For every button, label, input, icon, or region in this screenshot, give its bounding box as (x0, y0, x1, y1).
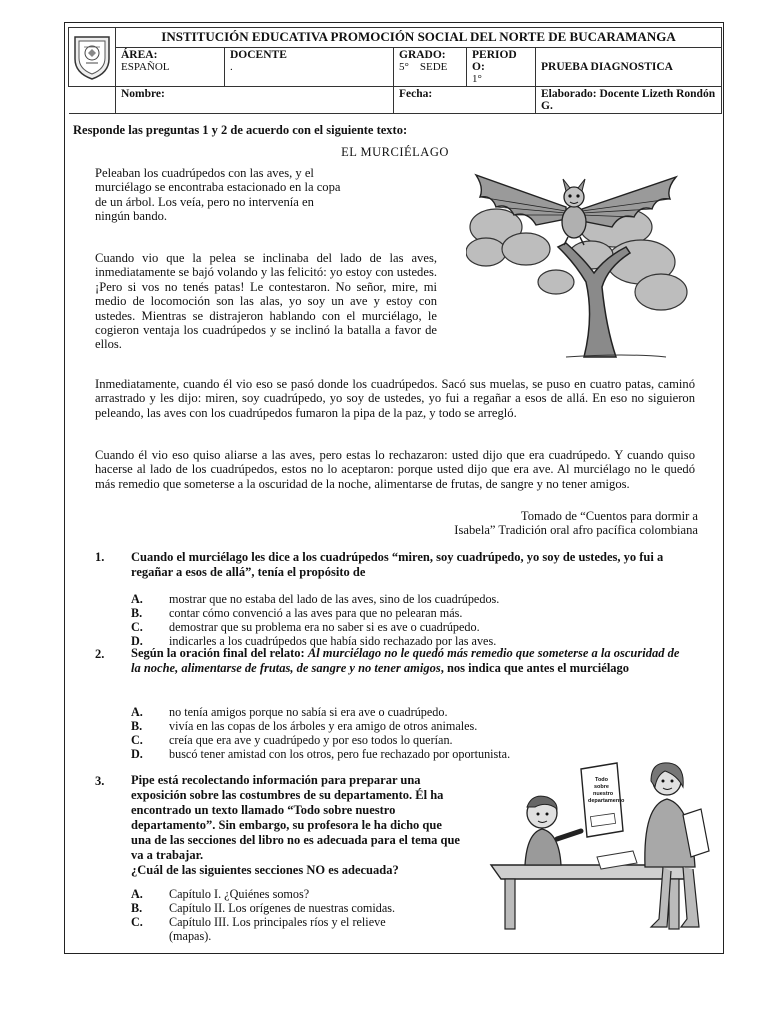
school-shield-icon (72, 33, 112, 81)
periodo-value: 1° (472, 73, 482, 85)
story-paragraph-2: Cuando vio que la pelea se inclinaba del lado de las aves, inmediatamente se bajó volando y las felicitó: yo estoy con ustedes. ¡Pero si vos no tenés patas! Le contestaron. No señor, mire, mi medio de locomoción son las alas, yo soy un ave y estoy con ustedes. Mientras se distrajeron hablando con el murciélago, le cogieron ventaja los cuadrúpedos y se inclinó la batalla a favor de ellos. (95, 251, 437, 352)
option-letter: C. (131, 733, 143, 747)
credit-line-1: Tomado de “Cuentos para dormir a (520, 509, 698, 523)
story-title: EL MURCIÉLAGO (341, 145, 449, 159)
question-3-number: 3. (95, 774, 105, 788)
option-letter: B. (131, 719, 143, 733)
docente-value: . (230, 61, 233, 73)
story-paragraph-1: Peleaban los cuadrúpedos con las aves, y el murciélago se encontraba estacionado en la copa de un árbol. Los veía, pero no intervenía en ningún bando. (95, 166, 341, 224)
option-letter: D. (131, 634, 143, 648)
docente-label: DOCENTE (230, 49, 287, 61)
q2-lead: Según la oración final del relato: (131, 646, 305, 660)
credit-line-2: Isabela” Tradición oral afro pacífica colombiana (454, 523, 698, 538)
reading-instruction: Responde las preguntas 1 y 2 de acuerdo con el siguiente texto: (73, 123, 408, 137)
area-value: ESPAÑOL (121, 61, 170, 73)
sede-label: SEDE (419, 61, 448, 73)
school-logo (69, 28, 116, 87)
option-letter: A. (131, 705, 143, 719)
option-letter: D. (131, 747, 143, 761)
option-text: no tenía amigos porque no sabía si era ave o cuadrúpedo. (169, 705, 448, 719)
area-label: ÁREA: (121, 49, 158, 61)
option-letter: C. (131, 620, 143, 634)
option-text: mostrar que no estaba del lado de las aves, sino de los cuadrúpedos. (169, 592, 500, 606)
question-2-text (131, 646, 691, 676)
book-sign-line-4: departamento (588, 798, 625, 804)
grado-value: 5° (399, 61, 409, 73)
question-1-number: 1. (95, 550, 105, 564)
q2-tail: , nos indica que antes el murciélago (440, 661, 630, 675)
classroom-illustration (487, 757, 719, 935)
docente-cell (225, 48, 394, 87)
option-letter: B. (131, 901, 143, 915)
option-text: contar cómo convenció a las aves para que no pelearan más. (169, 606, 463, 620)
option-text: buscó tener amistad con los otros, pero fue rechazado por oportunista. (169, 747, 511, 761)
story-credit (380, 509, 698, 538)
option-text: demostrar que su problema era no saber si es ave o cuadrúpedo. (169, 620, 480, 634)
story-paragraph-3: Inmediatamente, cuando él vio eso se pasó donde los cuadrúpedos. Sacó sus muelas, se puso en cuatro patas, caminó arrastrado y les dijo: miren, soy cuadrúpedo, yo soy de ustedes, yo fui a regañar a esos de allá. En eso no siguieron peleando, las aves con los cuadrúpedos fumaron la pipa de la paz, y todo se arregló. (95, 377, 695, 420)
fecha-label: Fecha: (394, 87, 536, 114)
bat-in-tree-illustration (466, 167, 690, 359)
question-3-text (131, 773, 461, 878)
book-sign-line-2: sobre (594, 784, 609, 790)
area-cell (116, 48, 225, 87)
option-text: indicarles a los cuadrúpedos que había sido rechazado por las aves. (169, 634, 497, 648)
q3-body: Pipe está recolectando información para preparar una exposición sobre las costumbres de su departamento. Él ha encontrado un texto llamado “Todo sobre nuestro departamento”. Sin embargo, su profesora le ha dicho que una de las secciones del libro no es adecuada para el tema que va a trabajar. (131, 773, 460, 862)
question-2-number: 2. (95, 647, 105, 661)
exam-header (68, 27, 722, 114)
option-text: vivía en las copas de los árboles y era amigo de otros animales. (169, 719, 478, 733)
q3-question: ¿Cuál de las siguientes secciones NO es adecuada? (131, 863, 399, 877)
option-letter: C. (131, 915, 143, 929)
book-sign-line-3: nuestro (593, 791, 614, 797)
grado-cell (394, 48, 467, 87)
periodo-label-1: PERIOD (472, 49, 517, 61)
option-letter: A. (131, 592, 143, 606)
elaborado-label: Elaborado: Docente Lizeth Rondón G. (536, 87, 722, 114)
exam-title: PRUEBA DIAGNOSTICA (536, 48, 722, 87)
option-letter: B. (131, 606, 143, 620)
option-text: Capítulo III. Los principales ríos y el relieve (169, 915, 386, 929)
periodo-cell (467, 48, 536, 87)
option-text: Capítulo I. ¿Quiénes somos? (169, 887, 310, 901)
story-paragraph-4: Cuando él vio eso quiso aliarse a las aves, pero estas lo rechazaron: usted dijo que era cuadrúpedo. Y cuando quiso hacerse al lado de los cuadrúpedos, estos no lo aceptaron: porque usted dijo que era ave. Al murciélago no le quedó más remedio que someterse a la oscuridad de la noche, alimentarse de frutas, de sangre y no tener amigos. (95, 448, 695, 491)
option-text: (mapas). (169, 929, 212, 943)
book-sign-line-1: Todo (595, 777, 609, 783)
periodo-label-2: O: (472, 61, 485, 73)
institution-name: INSTITUCIÓN EDUCATIVA PROMOCIÓN SOCIAL DEL NORTE DE BUCARAMANGA (116, 28, 722, 48)
option-text: creía que era ave y cuadrúpedo y por eso todos lo querían. (169, 733, 453, 747)
option-text: Capítulo II. Los orígenes de nuestras comidas. (169, 901, 396, 915)
nombre-label: Nombre: (116, 87, 394, 114)
question-1-text: Cuando el murciélago les dice a los cuadrúpedos “miren, soy cuadrúpedo, yo soy de ustedes, yo fui a regañar a esos de allá”, tenía el propósito de (131, 550, 664, 579)
option-letter: A. (131, 887, 143, 901)
q2-quote: Al murciélago no le quedó más remedio que someterse a la oscuridad de la noche, alimentarse de frutas, de sangre y no tener amigos (131, 646, 680, 675)
grado-label: GRADO: (399, 49, 446, 61)
